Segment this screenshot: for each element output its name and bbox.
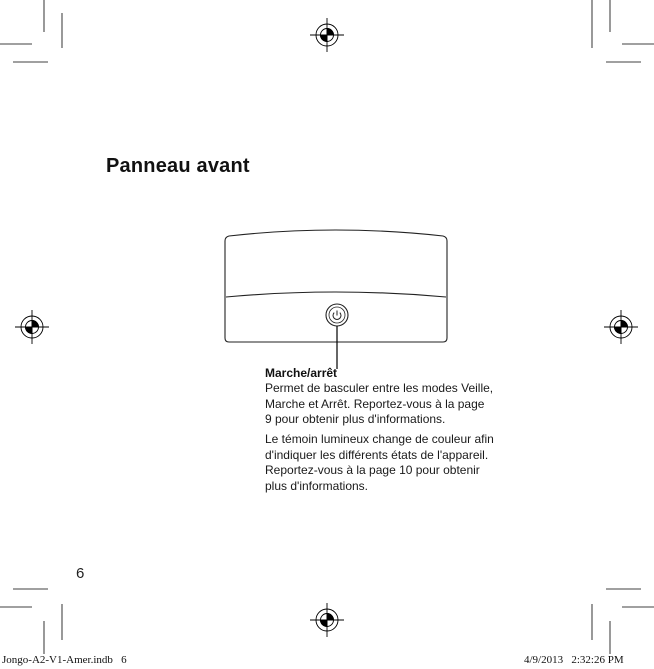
callout-p2-line: d'indiquer les différents états de l'appareil.	[265, 447, 489, 462]
registration-mark-top	[310, 18, 344, 52]
slug-timestamp: 4/9/2013 2:32:26 PM	[524, 654, 624, 666]
callout-paragraph-1	[265, 381, 510, 428]
registration-mark-bottom	[310, 603, 344, 637]
page-title: Panneau avant	[106, 155, 250, 177]
callout-p1-line: Marche et Arrêt. Reportez-vous à la page	[265, 396, 485, 411]
callout-p2-line: Le témoin lumineux change de couleur afin	[265, 432, 494, 446]
callout-paragraph-2	[265, 432, 510, 494]
callout-p2-line: Reportez-vous à la page 10 pour obtenir	[265, 463, 480, 477]
callout-p2-line: plus d'informations.	[265, 478, 369, 493]
slug-file: Jongo-A2-V1-Amer.indb 6	[2, 654, 127, 666]
page-number: 6	[76, 565, 85, 582]
callout-heading: Marche/arrêt	[265, 366, 338, 380]
callout-p1-line: 9 pour obtenir plus d'informations.	[265, 412, 446, 426]
callout-p1-line: Permet de basculer entre les modes Veille,	[265, 381, 494, 395]
registration-mark-left	[15, 310, 49, 344]
registration-mark-right	[604, 310, 638, 344]
